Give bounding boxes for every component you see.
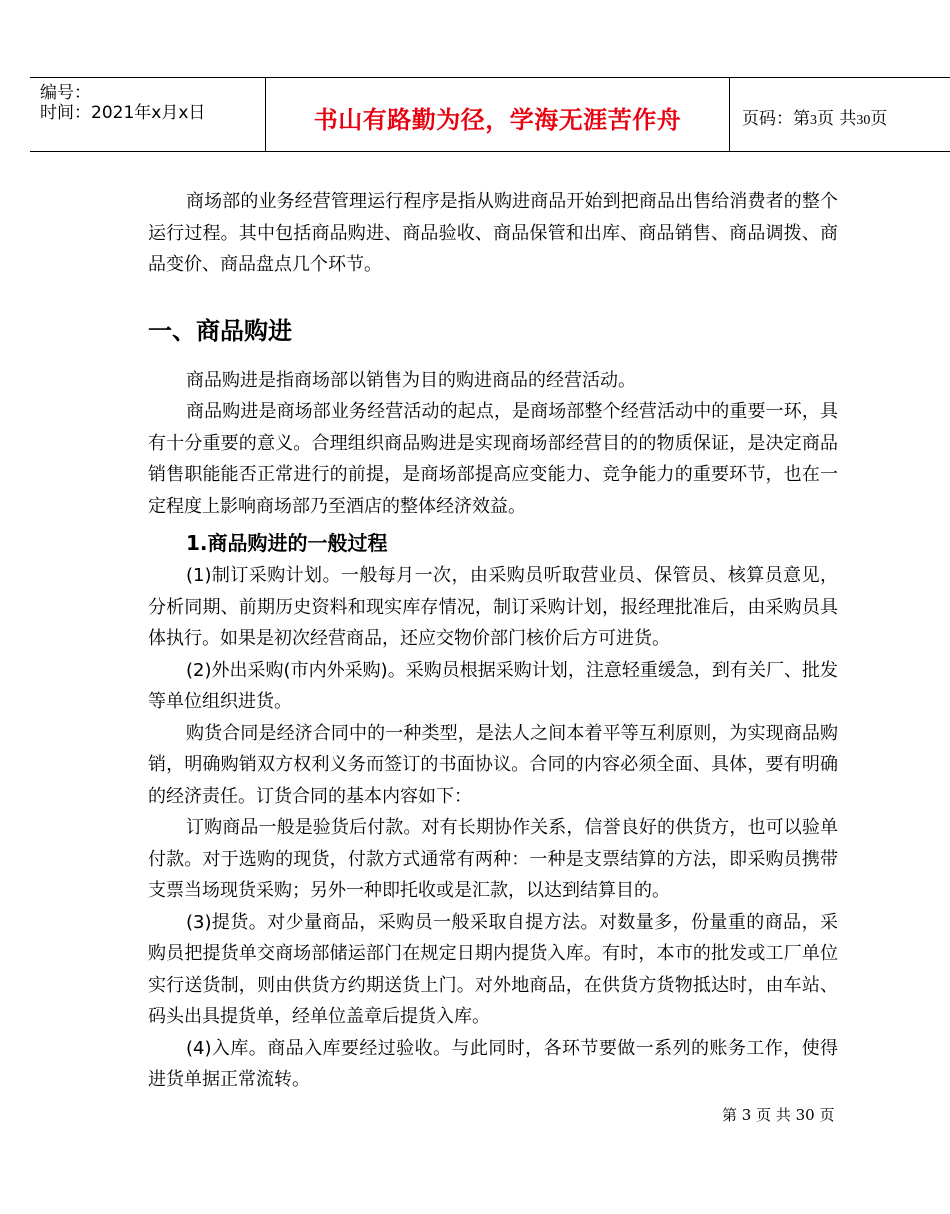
list-item-paragraph: (4)入库。商品入库要经过验收。与此同时，各环节要做一系列的账务工作，使得进货单据正常流转。	[148, 1037, 838, 1090]
header-motto: 书山有路勤为径，学海无涯苦作舟	[313, 105, 682, 134]
intro-paragraph: 商场部的业务经营管理运行程序是指从购进商品开始到把商品出售给消费者的整个运行过程。其中包括商品购进、商品验收、商品保管和出库、商品销售、商品调拨、商品变价、商品盘点几个环节。	[148, 191, 838, 275]
header-middle-cell	[266, 78, 730, 151]
header-right-cell	[730, 78, 950, 151]
list-item-paragraph: (1)制订采购计划。一般每月一次，由采购员听取营业员、保管员、核算员意见，分析同期、前期历史资料和现实库存情况，制订采购计划，报经理批准后，由采购员具体执行。如果是初次经营商品，还应交物价部门核价后方可进货。	[148, 565, 838, 649]
section-title: 一、商品购进	[148, 316, 292, 345]
page-header	[30, 77, 950, 152]
list-item-paragraph: (3)提货。对少量商品，采购员一般采取自提方法。对数量多，份量重的商品，采购员把提货单交商场部储运部门在规定日期内提货入库。有时，本市的批发或工厂单位实行送货制，则由供货方约期送货上门。对外地商品，在供货方货物抵达时，由车站、码头出具提货单，经单位盖章后提货入库。	[148, 911, 838, 1027]
header-left-cell	[30, 78, 266, 151]
page-footer: 第 3 页 共 30 页	[722, 1106, 835, 1124]
subsection-title: 1.商品购进的一般过程	[186, 531, 388, 555]
page-mid: 页 共	[817, 109, 857, 129]
paragraph: 商品购进是指商场部以销售为目的购进商品的经营活动。	[186, 369, 636, 391]
list-item-paragraph: (2)外出采购(市内外采购)。采购员根据采购计划，注意轻重缓急，到有关厂、批发等单位组织进货。	[148, 659, 838, 712]
document-body	[148, 186, 838, 1096]
page-number: 3	[810, 113, 817, 128]
page-total: 30	[856, 113, 871, 128]
document-time-label: 时间：2021年x月x日	[40, 103, 206, 123]
page-prefix: 页码：第	[742, 109, 810, 129]
page-suffix: 页	[870, 109, 888, 129]
paragraph: 商品购进是商场部业务经营活动的起点，是商场部整个经营活动中的重要一环，具有十分重要的意义。合理组织商品购进是实现商场部经营目的的物质保证，是决定商品销售职能能否正常进行的前提，是商场部提高应变能力、竞争能力的重要环节，也在一定程度上影响商场部乃至酒店的整体经济效益。	[148, 401, 838, 517]
document-number-label: 编号：	[40, 83, 91, 103]
header-page-info	[742, 104, 887, 129]
paragraph: 订购商品一般是验货后付款。对有长期协作关系，信誉良好的供货方，也可以验单付款。对于选购的现货，付款方式通常有两种：一种是支票结算的方法，即采购员携带支票当场现货采购；另外一种即托收或是汇款，以达到结算目的。	[148, 817, 838, 901]
paragraph: 购货合同是经济合同中的一种类型，是法人之间本着平等互利原则，为实现商品购销，明确购销双方权利义务而签订的书面协议。合同的内容必须全面、具体，要有明确的经济责任。订货合同的基本内容如下：	[148, 722, 838, 807]
